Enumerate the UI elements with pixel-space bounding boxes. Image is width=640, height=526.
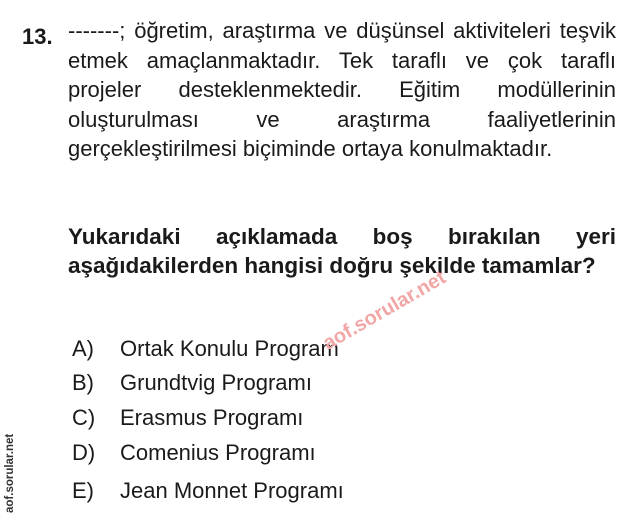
watermark-side xyxy=(3,420,17,520)
option-letter: A) xyxy=(72,336,94,361)
question-number: 13. xyxy=(22,24,53,49)
option-text: Comenius Programı xyxy=(120,440,316,465)
option-e[interactable] xyxy=(72,478,344,504)
option-text: Erasmus Programı xyxy=(120,405,304,430)
option-letter: B) xyxy=(72,370,94,395)
option-c[interactable] xyxy=(72,405,303,431)
watermark-diagonal: aof.sorular.net xyxy=(319,266,450,355)
question-prompt: Yukarıdaki açıklamada boş bırakılan yeri aşağıdakilerden hangisi doğru şekilde tamamlar? xyxy=(68,224,616,278)
option-letter: D) xyxy=(72,440,96,465)
question-stem: -------; öğretim, araştırma ve düşünsel aktiviteleri teşvik etmek amaçlanmaktadır. Tek taraflı ve çok taraflı projeler desteklenmektedir. Eğitim modüllerinin oluşturulması ve araştırma faaliyetlerinin gerçekleştirilmesi biçiminde ortaya konulmaktadır. xyxy=(68,18,616,161)
option-letter: C) xyxy=(72,405,96,430)
option-text: Grundtvig Programı xyxy=(120,370,312,395)
watermark-side-text: aof.sorular.net xyxy=(4,433,16,513)
option-a[interactable] xyxy=(72,336,339,362)
option-d[interactable] xyxy=(72,440,316,466)
option-text: Jean Monnet Programı xyxy=(120,478,344,503)
option-text: Ortak Konulu Program xyxy=(120,336,339,361)
option-b[interactable] xyxy=(72,370,312,396)
option-letter: E) xyxy=(72,478,94,503)
